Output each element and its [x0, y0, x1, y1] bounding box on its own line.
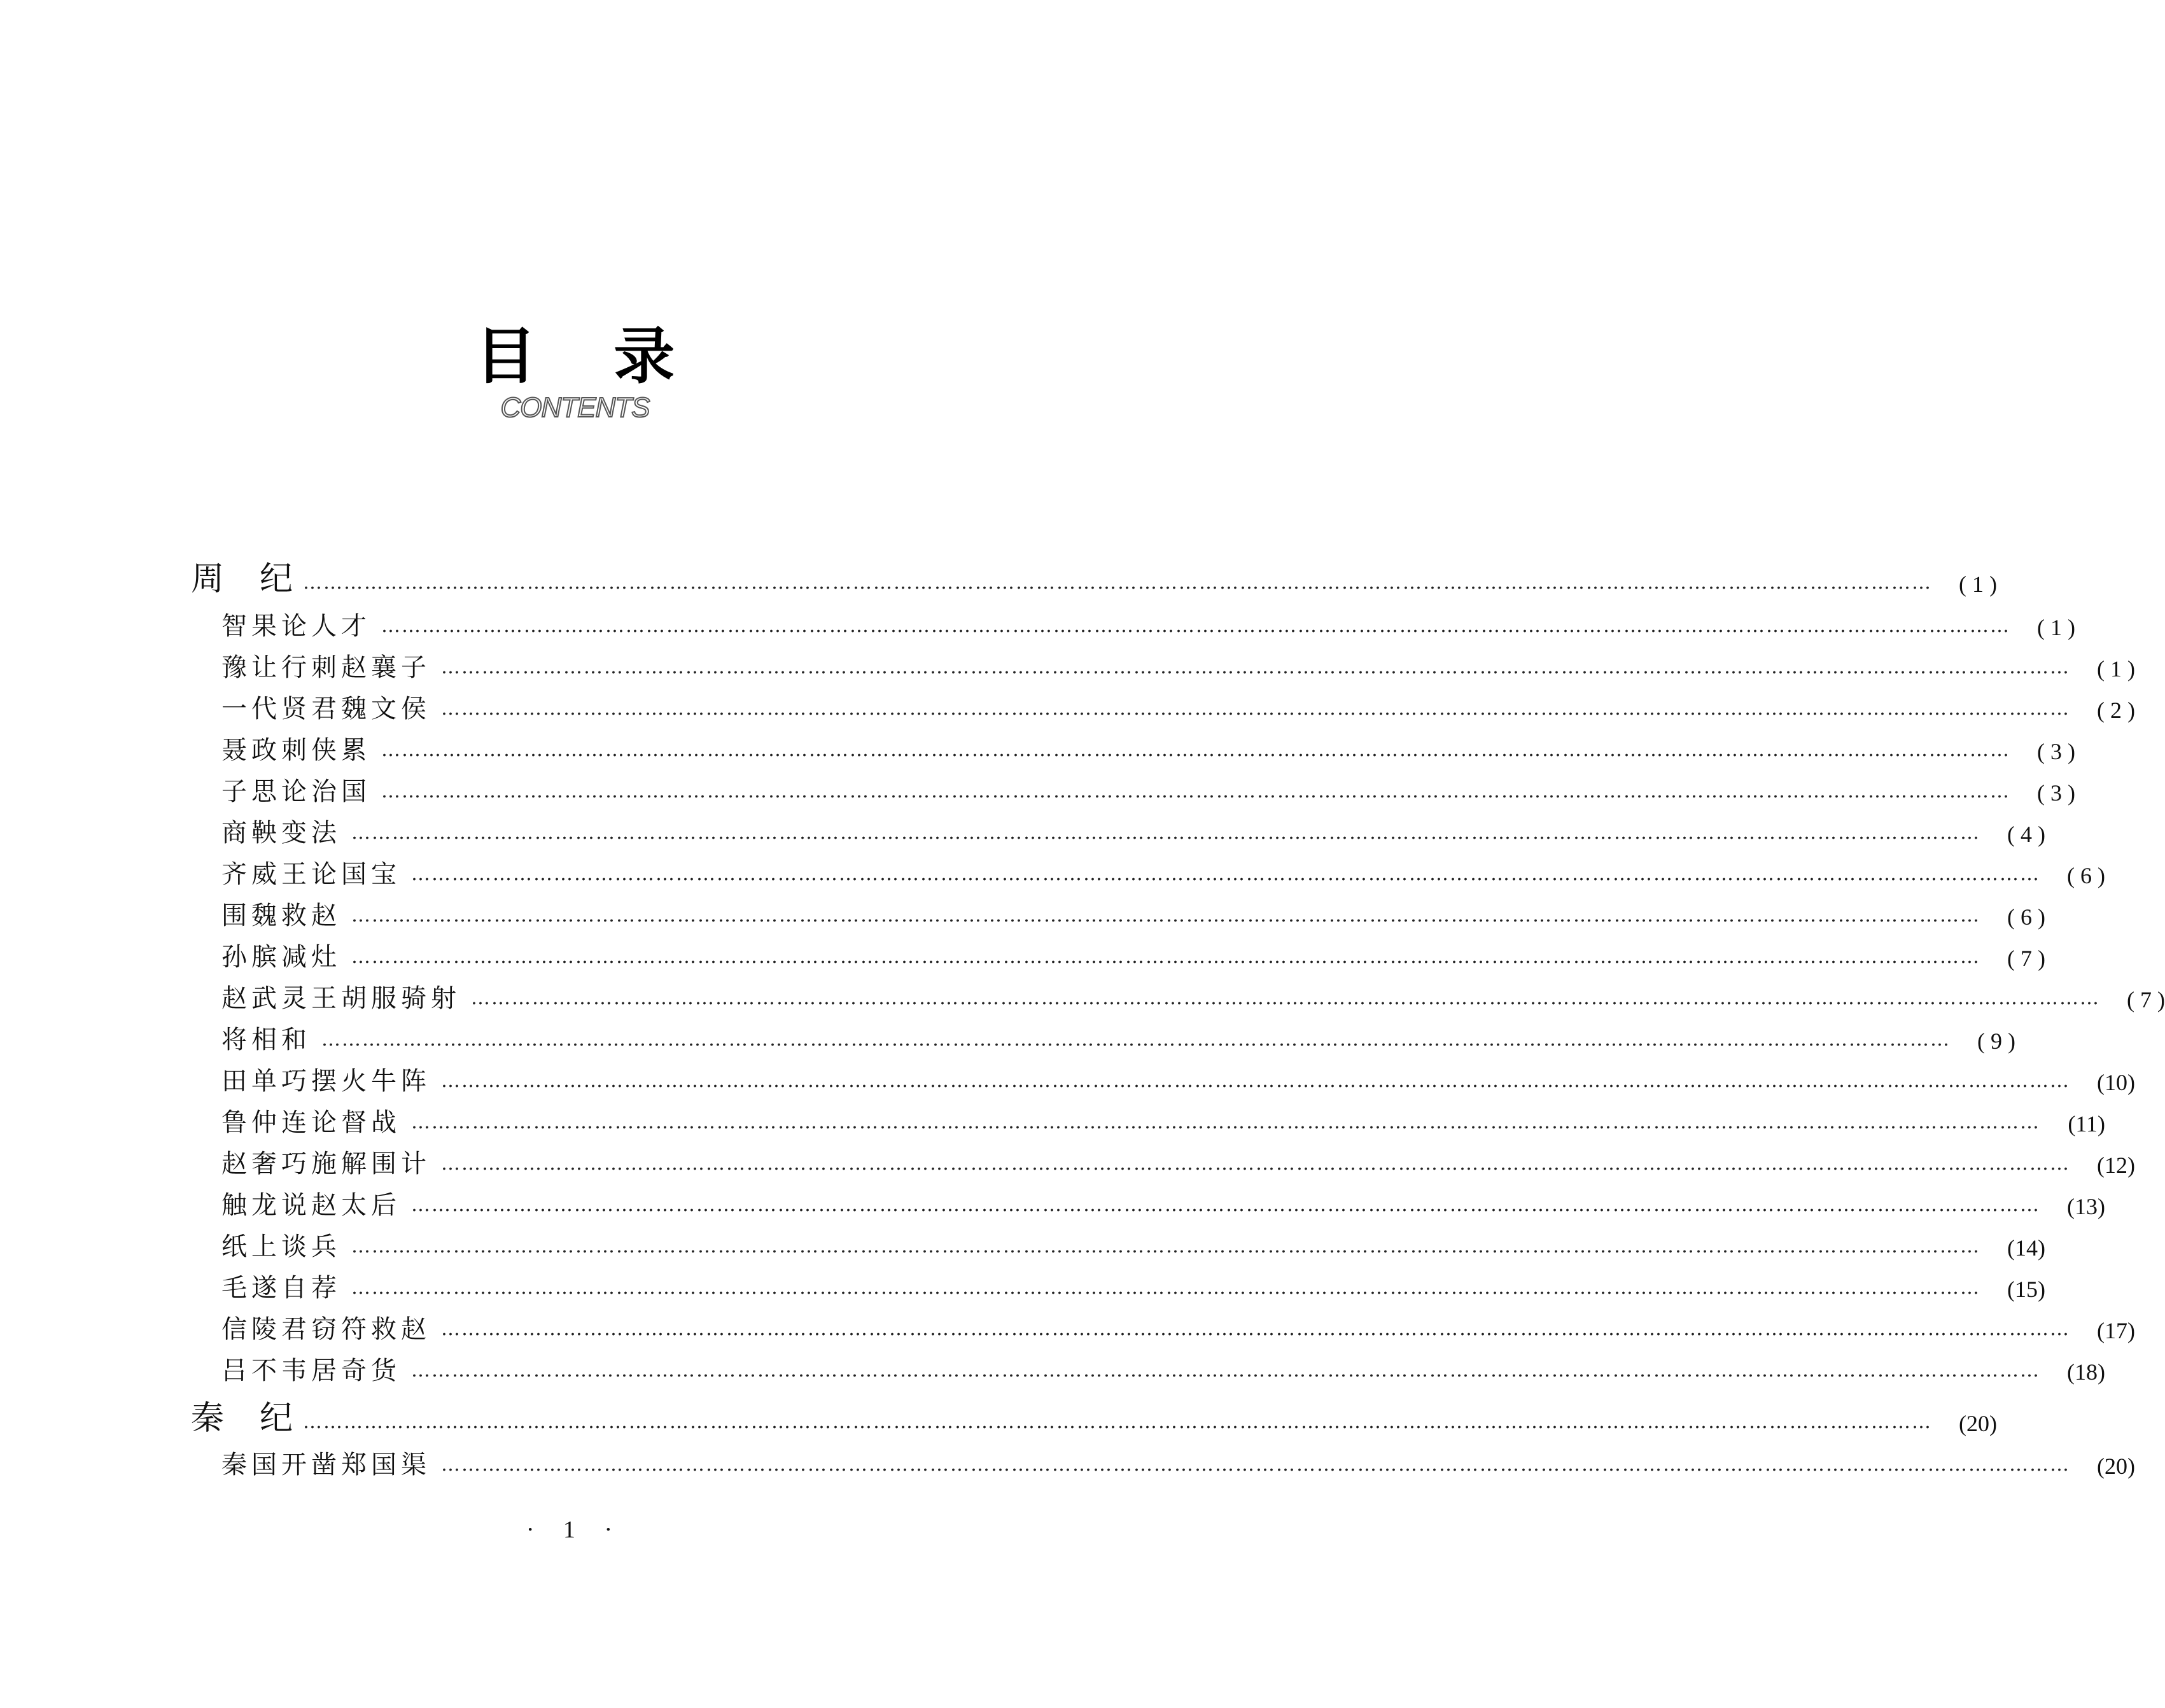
dot-leader: …………………………………………………………………………………………………………………………………………………………………………………………………………………… [351, 822, 1980, 844]
dot-leader: …………………………………………………………………………………………………………………………………………………………………………………………………………………… [411, 1111, 2040, 1133]
toc-entry[interactable] [191, 606, 2075, 644]
dot-leader: …………………………………………………………………………………………………………………………………………………………………………………………………………………… [411, 863, 2040, 885]
toc-entry[interactable] [191, 1268, 2045, 1306]
toc-entry[interactable] [191, 771, 2075, 809]
chapter-heading[interactable] [191, 555, 1998, 601]
entry-title: 毛遂自荐 [221, 1273, 341, 1303]
entry-title: 纸上谈兵 [221, 1232, 341, 1261]
page-subtitle: CONTENTS [500, 392, 650, 423]
dot-leader: …………………………………………………………………………………………………………………………………………………………………………………………………………………… [303, 571, 1933, 594]
entry-title: 齐威王论国宝 [221, 860, 401, 889]
entry-title: 豫让行刺赵襄子 [221, 653, 431, 682]
entry-title: 田单巧摆火牛阵 [221, 1067, 431, 1096]
toc-entry[interactable] [191, 1102, 2105, 1140]
toc-entry[interactable] [191, 854, 2105, 892]
page-number: (17) [2097, 1318, 2135, 1343]
entry-title: 吕不韦居奇货 [221, 1356, 401, 1385]
dot-leader: …………………………………………………………………………………………………………………………………………………………………………………………………………………… [351, 1277, 1980, 1299]
dot-leader: …………………………………………………………………………………………………………………………………………………………………………………………………………………… [441, 697, 2070, 720]
entry-title: 围魏救赵 [221, 901, 341, 930]
page-number: (15) [2007, 1277, 2045, 1302]
entry-title: 一代贤君魏文侯 [221, 694, 431, 724]
page-number: ( 7 ) [2127, 987, 2165, 1012]
page-title: 目 录 [475, 321, 703, 392]
dot-leader: …………………………………………………………………………………………………………………………………………………………………………………………………………………… [411, 1194, 2040, 1216]
page-number: ( 6 ) [2067, 863, 2105, 888]
page-number: (20) [2097, 1453, 2135, 1479]
entry-title: 触龙说赵太后 [221, 1191, 401, 1220]
page-number: (11) [2068, 1111, 2105, 1137]
page-number: (10) [2097, 1070, 2135, 1095]
chapter-title: 秦 纪 [191, 1399, 293, 1438]
toc-entry[interactable] [191, 937, 2045, 975]
toc-entry[interactable] [191, 1350, 2105, 1389]
chapter-title: 周 纪 [191, 560, 293, 598]
dot-leader: …………………………………………………………………………………………………………………………………………………………………………………………………………………… [351, 946, 1980, 968]
dot-leader: …………………………………………………………………………………………………………………………………………………………………………………………………………………… [441, 1152, 2070, 1175]
page-number: (20) [1959, 1411, 1998, 1436]
dot-leader: …………………………………………………………………………………………………………………………………………………………………………………………………………………… [321, 1028, 1951, 1051]
dot-leader: …………………………………………………………………………………………………………………………………………………………………………………………………………………… [441, 1070, 2070, 1092]
entry-title: 将相和 [221, 1025, 311, 1054]
page-number: ( 1 ) [2097, 656, 2135, 682]
dot-leader: …………………………………………………………………………………………………………………………………………………………………………………………………………………… [381, 780, 2010, 802]
entry-title: 秦国开凿郑国渠 [221, 1450, 431, 1480]
dot-leader: …………………………………………………………………………………………………………………………………………………………………………………………………………………… [441, 1453, 2070, 1476]
page-number: ( 1 ) [2037, 615, 2075, 640]
toc-entry[interactable] [191, 1144, 2135, 1182]
page-number: (12) [2097, 1152, 2135, 1178]
toc-entry[interactable] [191, 1185, 2105, 1223]
toc-entry[interactable] [191, 647, 2135, 685]
page-number: ( 9 ) [1977, 1028, 2015, 1054]
dot-leader: …………………………………………………………………………………………………………………………………………………………………………………………………………………… [303, 1411, 1933, 1433]
dot-leader: …………………………………………………………………………………………………………………………………………………………………………………………………………………… [441, 656, 2070, 678]
page-number: ( 3 ) [2037, 780, 2075, 806]
page-heading [0, 321, 1150, 426]
dot-leader: …………………………………………………………………………………………………………………………………………………………………………………………………………………… [411, 1359, 2040, 1382]
page-number: ( 7 ) [2007, 946, 2045, 971]
toc-entry[interactable] [191, 1445, 2135, 1483]
page-number: ( 4 ) [2007, 822, 2045, 847]
entry-title: 赵武灵王胡服骑射 [221, 984, 461, 1013]
entry-title: 信陵君窃符救赵 [221, 1315, 431, 1344]
page-folio: · 1 · [526, 1516, 624, 1543]
entry-title: 聂政刺侠累 [221, 736, 371, 765]
entry-title: 智果论人才 [221, 612, 371, 641]
dot-leader: …………………………………………………………………………………………………………………………………………………………………………………………………………………… [381, 615, 2010, 637]
entry-title: 子思论治国 [221, 777, 371, 806]
dot-leader: …………………………………………………………………………………………………………………………………………………………………………………………………………………… [441, 1318, 2070, 1340]
entry-title: 商鞅变法 [221, 818, 341, 848]
entry-title: 赵奢巧施解围计 [221, 1149, 431, 1179]
toc-entry[interactable] [191, 895, 2045, 934]
entry-title: 孙膑减灶 [221, 942, 341, 972]
dot-leader: …………………………………………………………………………………………………………………………………………………………………………………………………………………… [351, 1235, 1980, 1257]
entry-title: 鲁仲连论督战 [221, 1108, 401, 1137]
toc-entry[interactable] [191, 1019, 2015, 1058]
page-number: (14) [2007, 1235, 2045, 1261]
page-number: (18) [2067, 1359, 2105, 1385]
toc-entry[interactable] [191, 689, 2135, 727]
dot-leader: …………………………………………………………………………………………………………………………………………………………………………………………………………………… [351, 904, 1980, 927]
toc-entry[interactable] [191, 1061, 2135, 1099]
toc-entry[interactable] [191, 813, 2045, 851]
page-number: (13) [2067, 1194, 2105, 1219]
toc-entry[interactable] [191, 978, 2165, 1016]
page-number: ( 6 ) [2007, 904, 2045, 930]
chapter-heading[interactable] [191, 1394, 1998, 1440]
toc-entry[interactable] [191, 1309, 2135, 1347]
dot-leader: …………………………………………………………………………………………………………………………………………………………………………………………………………………… [381, 739, 2010, 761]
page-number: ( 3 ) [2037, 739, 2075, 764]
toc-entry[interactable] [191, 1226, 2045, 1264]
toc-entry[interactable] [191, 730, 2075, 768]
page-number: ( 2 ) [2097, 697, 2135, 723]
dot-leader: …………………………………………………………………………………………………………………………………………………………………………………………………………………… [471, 987, 2100, 1009]
page-number: ( 1 ) [1959, 571, 1998, 597]
